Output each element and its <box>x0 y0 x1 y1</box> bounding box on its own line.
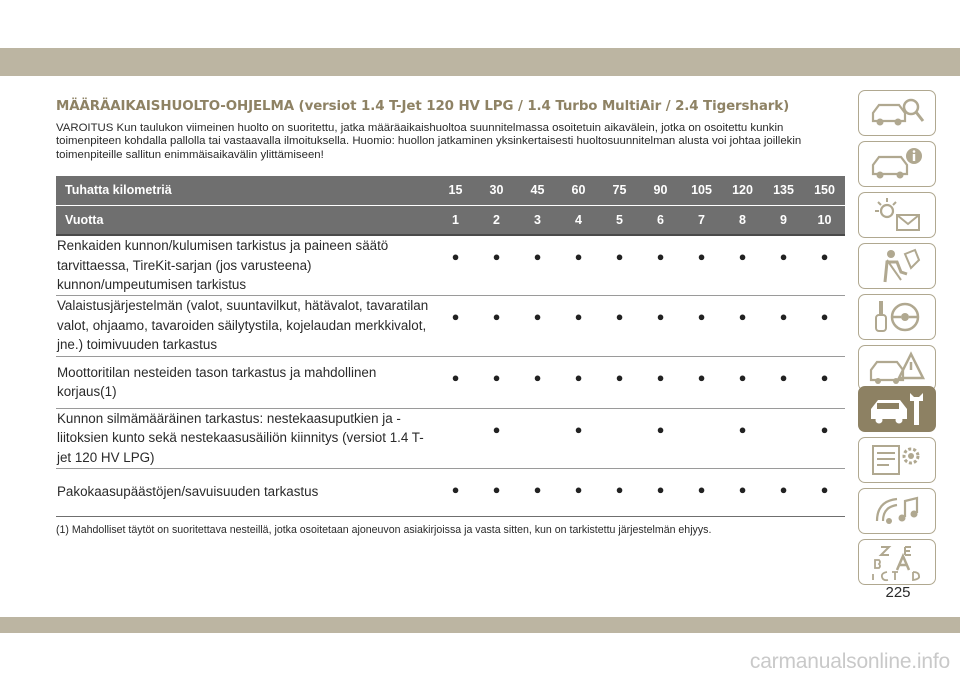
service-dot: ● <box>722 356 763 408</box>
service-dot: ● <box>681 295 722 356</box>
top-decor-band <box>0 48 960 76</box>
tab-index[interactable] <box>858 539 936 585</box>
airbag-seatbelt-icon <box>867 246 927 286</box>
km-value: 150 <box>804 176 845 205</box>
service-dot: ● <box>640 235 681 295</box>
tab-warning-lights[interactable] <box>858 192 936 238</box>
km-value: 15 <box>435 176 476 205</box>
maintenance-schedule-table <box>56 176 845 517</box>
schedule-rows <box>56 235 845 516</box>
year-value: 4 <box>558 205 599 235</box>
empty-cell <box>763 408 804 468</box>
empty-cell <box>435 408 476 468</box>
service-dot: ● <box>599 295 640 356</box>
warning-text: VAROITUS Kun taulukon viimeinen huolto on suoritettu, jatka määräaikaishuoltoa suunnitelmassa osoitetuin aikavälein, jotka on osoitettu kunkin toimenpiteen kohdalla pallolla tai vastaavalla ilmoituksella. Huomio: huollon jatkaminen yksinkertaisesti huoltosuunnitelman alusta voi johtaa joillekin toimenpiteille sallitun enimmäisaikavälin ylittämiseen! <box>56 122 802 161</box>
car-wrench-icon <box>867 389 927 429</box>
km-value: 135 <box>763 176 804 205</box>
year-header-row <box>56 205 845 235</box>
year-header-label: Vuotta <box>56 205 435 235</box>
service-dot: ● <box>763 356 804 408</box>
service-description: Renkaiden kunnon/kulumisen tarkistus ja paineen säätö tarvittaessa, TireKit-sarjan (jos varusteena) kunnon/umpeutumisen tarkistus <box>56 235 435 295</box>
watermark: carmanualsonline.info <box>749 650 950 673</box>
year-value: 10 <box>804 205 845 235</box>
year-value: 1 <box>435 205 476 235</box>
service-dot: ● <box>476 235 517 295</box>
service-description: Kunnon silmämääräinen tarkastus: nestekaasuputkien ja -liitoksien kunto sekä nestekaasusäiliön kiinnitys (versiot 1.4 T-jet 120 HV LPG) <box>56 408 435 468</box>
service-dot: ● <box>681 356 722 408</box>
tab-safety[interactable] <box>858 243 936 289</box>
service-dot: ● <box>804 408 845 468</box>
table-row <box>56 295 845 356</box>
tab-multimedia[interactable] <box>858 488 936 534</box>
service-dot: ● <box>558 235 599 295</box>
service-dot: ● <box>435 468 476 516</box>
service-dot: ● <box>517 468 558 516</box>
service-dot: ● <box>435 295 476 356</box>
km-value: 105 <box>681 176 722 205</box>
tab-maintenance[interactable] <box>858 386 936 432</box>
service-dot: ● <box>804 468 845 516</box>
car-breakdown-icon <box>867 348 927 388</box>
service-dot: ● <box>599 235 640 295</box>
service-dot: ● <box>763 295 804 356</box>
table-row <box>56 235 845 295</box>
car-info-icon <box>867 144 927 184</box>
km-value: 60 <box>558 176 599 205</box>
year-value: 5 <box>599 205 640 235</box>
service-dot: ● <box>476 295 517 356</box>
service-dot: ● <box>476 468 517 516</box>
service-dot: ● <box>640 468 681 516</box>
km-header-row <box>56 176 845 205</box>
year-value: 9 <box>763 205 804 235</box>
service-dot: ● <box>722 468 763 516</box>
page-number: 225 <box>885 584 911 601</box>
service-dot: ● <box>558 408 599 468</box>
footnote: (1) Mahdolliset täytöt on suoritettava nesteillä, jotka osoitetaan ajoneuvon asiakirjoissa ja vasta sitten, kun on tarkistettu järjestelmän ehjyys. <box>56 524 712 536</box>
empty-cell <box>599 408 640 468</box>
specifications-gear-icon <box>867 440 927 480</box>
tab-car-info[interactable] <box>858 141 936 187</box>
km-value: 30 <box>476 176 517 205</box>
year-value: 3 <box>517 205 558 235</box>
service-dot: ● <box>599 356 640 408</box>
year-value: 2 <box>476 205 517 235</box>
service-dot: ● <box>435 235 476 295</box>
multimedia-icon <box>867 491 927 531</box>
km-value: 75 <box>599 176 640 205</box>
service-dot: ● <box>804 295 845 356</box>
service-dot: ● <box>722 408 763 468</box>
alphabetical-index-icon <box>867 542 927 582</box>
service-dot: ● <box>517 235 558 295</box>
service-dot: ● <box>763 468 804 516</box>
service-dot: ● <box>640 295 681 356</box>
car-search-icon <box>867 93 927 133</box>
service-dot: ● <box>640 356 681 408</box>
km-value: 45 <box>517 176 558 205</box>
service-dot: ● <box>599 468 640 516</box>
tab-specifications[interactable] <box>858 437 936 483</box>
service-dot: ● <box>517 295 558 356</box>
service-dot: ● <box>681 468 722 516</box>
service-dot: ● <box>804 235 845 295</box>
service-dot: ● <box>435 356 476 408</box>
km-header-label: Tuhatta kilometriä <box>56 176 435 205</box>
service-dot: ● <box>722 235 763 295</box>
tab-controls[interactable] <box>858 294 936 340</box>
year-value: 7 <box>681 205 722 235</box>
service-description: Pakokaasupäästöjen/savuisuuden tarkastus <box>56 468 435 516</box>
warning-light-message-icon <box>867 195 927 235</box>
service-dot: ● <box>640 408 681 468</box>
service-dot: ● <box>558 295 599 356</box>
service-dot: ● <box>517 356 558 408</box>
empty-cell <box>517 408 558 468</box>
service-dot: ● <box>804 356 845 408</box>
year-value: 8 <box>722 205 763 235</box>
service-dot: ● <box>558 468 599 516</box>
bottom-decor-band <box>0 617 960 633</box>
key-steering-wheel-icon <box>867 297 927 337</box>
section-title: MÄÄRÄAIKAISHUOLTO-OHJELMA (versiot 1.4 T-Jet 120 HV LPG / 1.4 Turbo MultiAir / 2.4 Tigershark) <box>56 99 790 114</box>
table-row <box>56 468 845 516</box>
service-dot: ● <box>558 356 599 408</box>
table-row <box>56 356 845 408</box>
table-row <box>56 408 845 468</box>
service-dot: ● <box>476 356 517 408</box>
km-value: 120 <box>722 176 763 205</box>
km-value: 90 <box>640 176 681 205</box>
service-dot: ● <box>722 295 763 356</box>
tab-emergency[interactable] <box>858 345 936 391</box>
service-description: Moottoritilan nesteiden tason tarkastus ja mahdollinen korjaus(1) <box>56 356 435 408</box>
service-dot: ● <box>681 235 722 295</box>
year-value: 6 <box>640 205 681 235</box>
tab-car-search[interactable] <box>858 90 936 136</box>
service-dot: ● <box>476 408 517 468</box>
empty-cell <box>681 408 722 468</box>
service-dot: ● <box>763 235 804 295</box>
service-description: Valaistusjärjestelmän (valot, suuntavilkut, hätävalot, tavaratilan valot, ohjaamo, tavaroiden säilytystila, kojelaudan merkkivalot, jne.) toimivuuden tarkastus <box>56 295 435 356</box>
